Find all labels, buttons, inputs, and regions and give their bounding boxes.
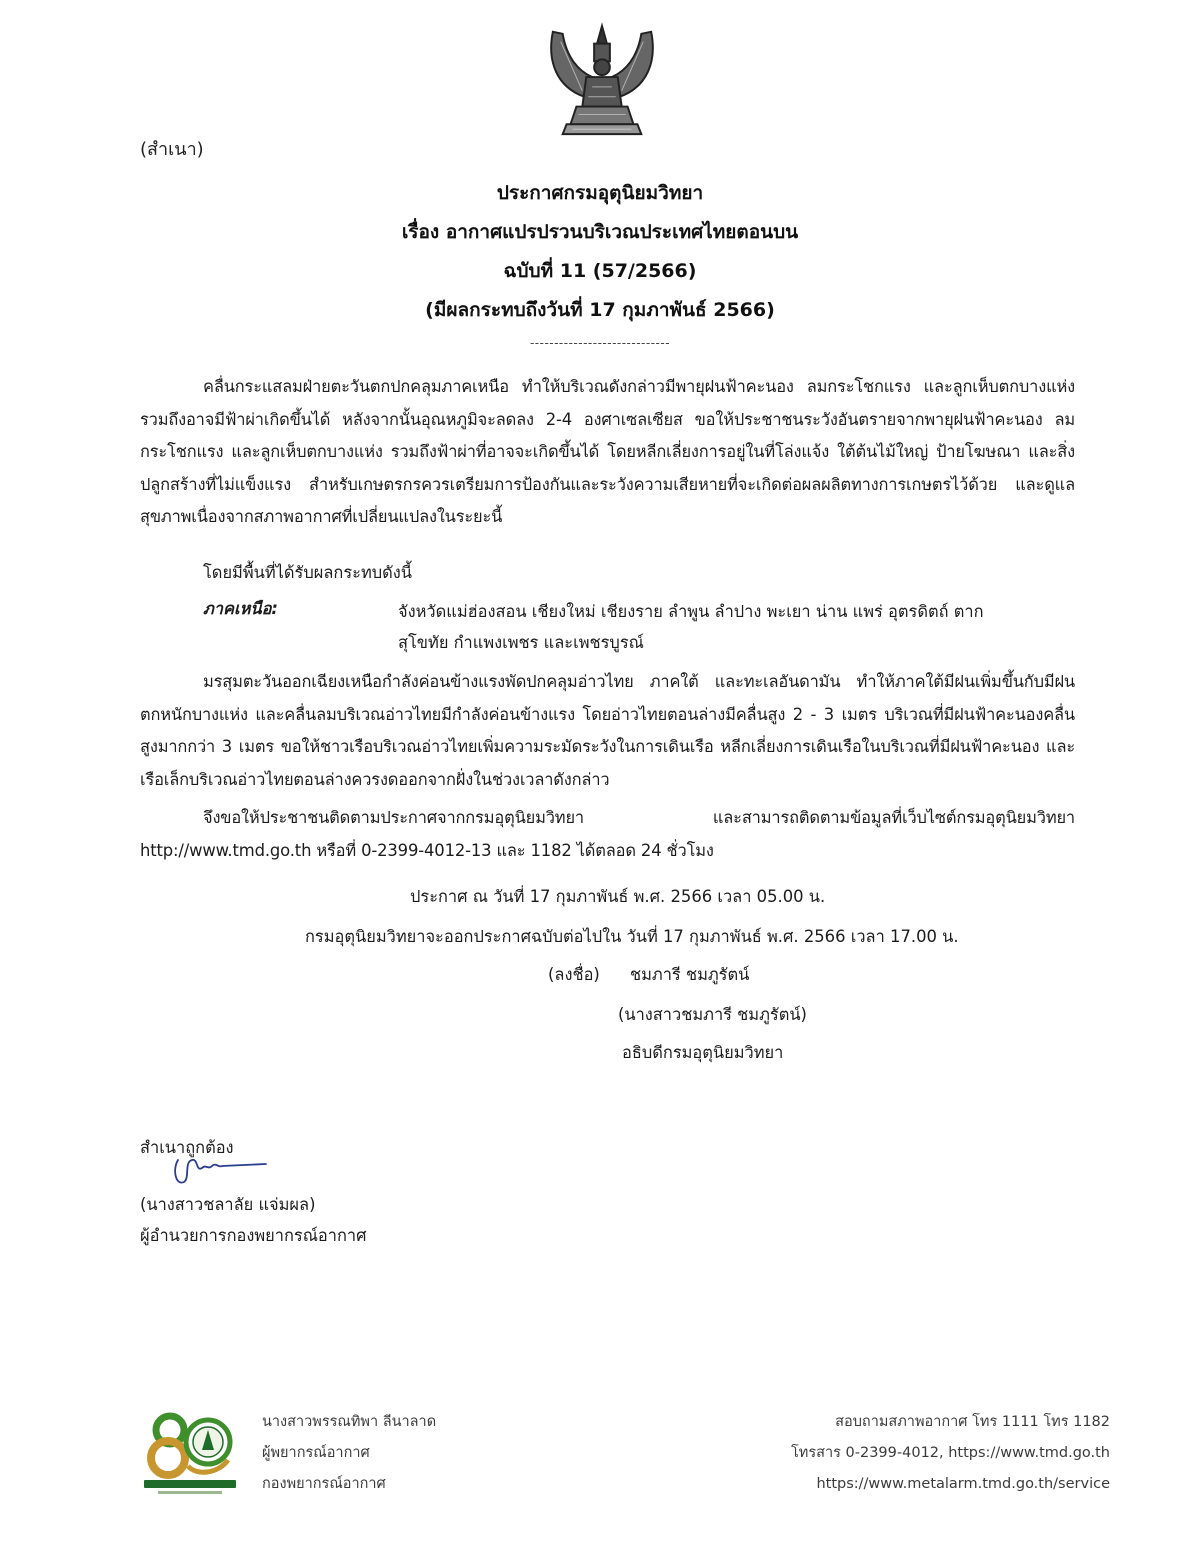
title-subject: เรื่อง อากาศแปรปรวนบริเวณประเทศไทยตอนบน: [401, 221, 799, 243]
title-issue-number: ฉบับที่ 11 (57/2566): [503, 260, 697, 282]
signatory-position: อธิบดีกรมอุตุนิยมวิทยา: [622, 1043, 784, 1062]
footer-forecaster-info: [262, 1407, 436, 1500]
affected-areas-intro: โดยมีพื้นที่ได้รับผลกระทบดังนี้: [203, 563, 413, 582]
garuda-emblem-icon: [543, 22, 661, 140]
paragraph-follow-updates: จึงขอให้ประชาชนติดตามประกาศจากกรมอุตุนิยมวิทยา และสามารถติดตามข้อมูลที่เว็บไซต์กรมอุตุนิยมวิทยา http://www.tmd.go.th หรือที่ 0-2399-4012-13 และ 1182 ได้ตลอด 24 ชั่วโมง: [140, 808, 1075, 860]
title-effective-date: (มีผลกระทบถึงวันที่ 17 กุมภาพันธ์ 2566): [425, 299, 775, 321]
certifier-name: (นางสาวชลาลัย แจ่มผล): [140, 1195, 316, 1214]
tmd-80-years-logo-icon: [140, 1400, 240, 1500]
forecaster-name: นางสาวพรรณทิพา ลีนาลาด: [262, 1414, 437, 1430]
contact-hotline: สอบถามสภาพอากาศ โทร 1111 โทร 1182: [835, 1414, 1110, 1430]
copy-label: (สำเนา): [140, 139, 204, 160]
announced-datetime: ประกาศ ณ วันที่ 17 กุมภาพันธ์ พ.ศ. 2566 เวลา 05.00 น.: [410, 887, 826, 906]
handwritten-signature-icon: [170, 1152, 270, 1192]
signed-name: ชมภารี ชมภูรัตน์: [630, 965, 750, 984]
announcement-title: [0, 174, 1200, 330]
signatory-full-name: (นางสาวชมภารี ชมภูรัตน์): [618, 1005, 807, 1024]
title-agency: ประกาศกรมอุตุนิยมวิทยา: [496, 182, 704, 204]
region-provinces-line: สุโขทัย กำแพงเพชร และเพชรบูรณ์: [398, 633, 644, 652]
title-divider: -----------------------------: [529, 336, 671, 350]
region-provinces-north: [398, 596, 1058, 658]
contact-service-url: https://www.metalarm.tmd.go.th/service: [816, 1476, 1110, 1492]
paragraph-monsoon: มรสุมตะวันออกเฉียงเหนือกำลังค่อนข้างแรงพัดปกคลุมอ่าวไทย ภาคใต้ และทะเลอันดามัน ทำให้ภาคใต้มีฝนเพิ่มขึ้นกับมีฝนตกหนักบางแห่ง และคลื่นลมบริเวณอ่าวไทยมีกำลังค่อนข้างแรง โดยอ่าวไทยตอนล่างมีคลื่นสูง 2 - 3 เมตร บริเวณที่มีฝนฟ้าคะนองคลื่นสูงมากกว่า 3 เมตร ขอให้ชาวเรือบริเวณอ่าวไทยเพิ่มความระมัดระวังในการเดินเรือ หลีกเลี่ยงการเดินเรือในบริเวณที่มีฝนฟ้าคะนอง และเรือเล็กบริเวณอ่าวไทยตอนล่างควรงดออกจากฝั่งในช่วงเวลาดังกล่าว: [140, 672, 1075, 789]
certification-label: สำเนาถูกต้อง: [140, 1138, 234, 1157]
certifier-position: ผู้อำนวยการกองพยากรณ์อากาศ: [140, 1226, 367, 1245]
region-label-north: ภาคเหนือ:: [203, 599, 278, 618]
forecaster-role: ผู้พยากรณ์อากาศ: [262, 1445, 370, 1461]
contact-fax-website: โทรสาร 0-2399-4012, https://www.tmd.go.th: [791, 1445, 1110, 1461]
forecaster-division: กองพยากรณ์อากาศ: [262, 1476, 386, 1492]
footer-contact-info: [791, 1407, 1110, 1500]
signed-label: (ลงชื่อ): [548, 965, 600, 984]
paragraph-north-storm: คลื่นกระแสลมฝ่ายตะวันตกปกคลุมภาคเหนือ ทำให้บริเวณดังกล่าวมีพายุฝนฟ้าคะนอง ลมกระโชกแรง และลูกเห็บตกบางแห่ง รวมถึงอาจมีฟ้าผ่าเกิดขึ้นได้ หลังจากนั้นอุณหภูมิจะลดลง 2-4 องศาเซลเซียส ขอให้ประชาชนระวังอันตรายจากพายุฝนฟ้าคะนอง ลมกระโชกแรง และลูกเห็บตกบางแห่ง รวมถึงฟ้าผ่าที่อาจจะเกิดขึ้นได้ โดยหลีกเลี่ยงการอยู่ในที่โล่งแจ้ง ใต้ต้นไม้ใหญ่ ป้ายโฆษณา และสิ่งปลูกสร้างที่ไม่แข็งแรง สำหรับเกษตรกรควรเตรียมการป้องกันและระวังความเสียหายที่จะเกิดต่อผลผลิตทางการเกษตรไว้ด้วย และดูแลสุขภาพเนื่องจากสภาพอากาศที่เปลี่ยนแปลงในระยะนี้: [140, 377, 1075, 526]
next-issue-datetime: กรมอุตุนิยมวิทยาจะออกประกาศฉบับต่อไปใน วันที่ 17 กุมภาพันธ์ พ.ศ. 2566 เวลา 17.00 น.: [305, 927, 959, 946]
region-provinces-line: จังหวัดแม่ฮ่องสอน เชียงใหม่ เชียงราย ลำพูน ลำปาง พะเยา น่าน แพร่ อุตรดิตถ์ ตาก: [398, 602, 984, 621]
